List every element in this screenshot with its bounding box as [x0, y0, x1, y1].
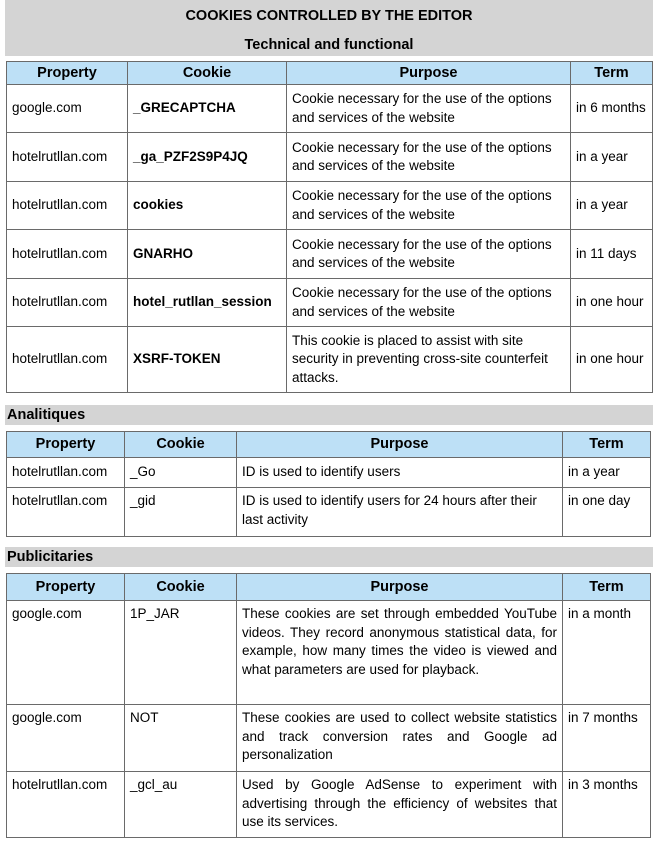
cell-purpose: Used by Google AdSense to experiment with advertising through the efficiency of websites that use its services. — [237, 772, 563, 838]
column-header-property: Property — [7, 432, 125, 458]
cell-property: hotelrutllan.com — [7, 327, 128, 393]
column-header-purpose: Purpose — [237, 432, 563, 458]
table-header-row — [7, 432, 651, 458]
cell-property: google.com — [7, 85, 128, 133]
table-row — [7, 85, 653, 133]
cell-cookie: GNARHO — [128, 230, 287, 279]
cell-cookie: cookies — [128, 182, 287, 230]
cell-property: hotelrutllan.com — [7, 488, 125, 537]
cell-property: hotelrutllan.com — [7, 458, 125, 488]
cell-cookie: _Go — [125, 458, 237, 488]
cell-term: in 3 months — [563, 772, 651, 838]
table-header-row — [7, 574, 651, 601]
table-row — [7, 182, 653, 230]
cell-term: in 6 months — [571, 85, 653, 133]
cell-purpose: These cookies are set through embedded YouTube videos. They record anonymous statistical data, for example, how many times the video is viewed and what parameters are used for playback. — [237, 601, 563, 705]
cell-term: in a year — [571, 182, 653, 230]
cell-cookie: _GRECAPTCHA — [128, 85, 287, 133]
analytics-section-title: Analitiques — [5, 405, 653, 425]
cell-cookie: _gid — [125, 488, 237, 537]
cell-purpose: Cookie necessary for the use of the options and services of the website — [287, 230, 571, 279]
cell-term: in one hour — [571, 327, 653, 393]
cell-cookie: XSRF-TOKEN — [128, 327, 287, 393]
cell-cookie: hotel_rutllan_session — [128, 279, 287, 327]
cell-term: in 7 months — [563, 705, 651, 772]
column-header-purpose: Purpose — [287, 62, 571, 85]
cell-property: hotelrutllan.com — [7, 772, 125, 838]
column-header-term: Term — [563, 574, 651, 601]
column-header-property: Property — [7, 62, 128, 85]
table-row — [7, 488, 651, 537]
cell-purpose: Cookie necessary for the use of the options and services of the website — [287, 279, 571, 327]
table-row — [7, 279, 653, 327]
column-header-cookie: Cookie — [128, 62, 287, 85]
cell-property: hotelrutllan.com — [7, 133, 128, 182]
cell-property: hotelrutllan.com — [7, 279, 128, 327]
cell-property: hotelrutllan.com — [7, 230, 128, 279]
advertising-cookies-table — [6, 573, 651, 838]
cell-property: google.com — [7, 601, 125, 705]
cell-term: in a year — [563, 458, 651, 488]
cell-purpose: ID is used to identify users — [237, 458, 563, 488]
advertising-section-title: Publicitaries — [5, 547, 653, 567]
header-subtitle: Technical and functional — [244, 37, 414, 53]
table-row — [7, 327, 653, 393]
cell-purpose: Cookie necessary for the use of the options and services of the website — [287, 85, 571, 133]
column-header-term: Term — [571, 62, 653, 85]
table-row — [7, 458, 651, 488]
cell-purpose: This cookie is placed to assist with site security in preventing cross-site counterfeit attacks. — [287, 327, 571, 393]
cell-purpose: Cookie necessary for the use of the options and services of the website — [287, 182, 571, 230]
cell-purpose: ID is used to identify users for 24 hours after their last activity — [237, 488, 563, 537]
cell-term: in one day — [563, 488, 651, 537]
analytics-cookies-table — [6, 431, 651, 537]
editor-cookies-header — [5, 0, 653, 56]
cell-purpose: These cookies are used to collect website statistics and track conversion rates and Google ad personalization — [237, 705, 563, 772]
column-header-cookie: Cookie — [125, 432, 237, 458]
cell-cookie: NOT — [125, 705, 237, 772]
cell-cookie: 1P_JAR — [125, 601, 237, 705]
table-row — [7, 772, 651, 838]
table-header-row — [7, 62, 653, 85]
column-header-term: Term — [563, 432, 651, 458]
cell-term: in 11 days — [571, 230, 653, 279]
table-row — [7, 601, 651, 705]
table-row — [7, 230, 653, 279]
table-row — [7, 705, 651, 772]
table-row — [7, 133, 653, 182]
header-title: COOKIES CONTROLLED BY THE EDITOR — [185, 8, 473, 24]
cell-term: in a year — [571, 133, 653, 182]
column-header-cookie: Cookie — [125, 574, 237, 601]
cell-purpose: Cookie necessary for the use of the options and services of the website — [287, 133, 571, 182]
cell-cookie: _ga_PZF2S9P4JQ — [128, 133, 287, 182]
cell-property: google.com — [7, 705, 125, 772]
cell-cookie: _gcl_au — [125, 772, 237, 838]
column-header-purpose: Purpose — [237, 574, 563, 601]
cell-term: in a month — [563, 601, 651, 705]
cell-property: hotelrutllan.com — [7, 182, 128, 230]
technical-cookies-table — [6, 61, 653, 393]
cell-term: in one hour — [571, 279, 653, 327]
column-header-property: Property — [7, 574, 125, 601]
